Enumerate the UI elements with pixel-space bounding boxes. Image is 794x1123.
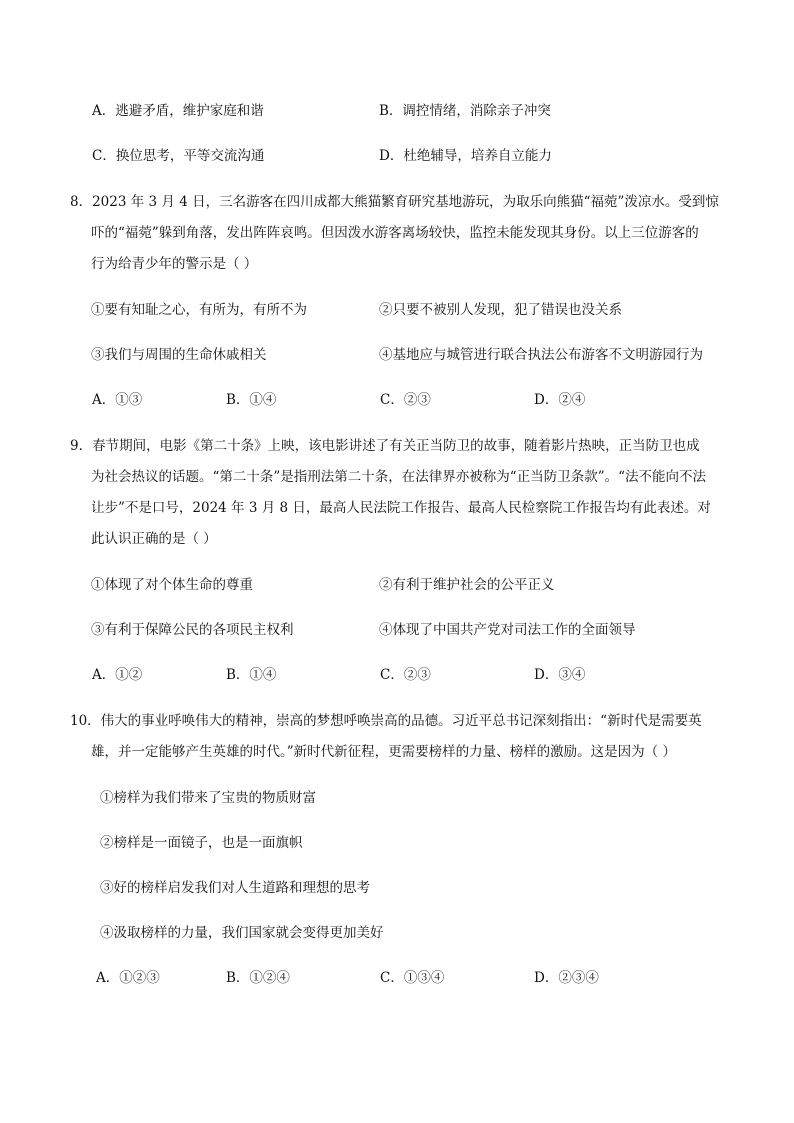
q9-option-d: D．③④: [534, 667, 586, 683]
q10-statement-4: ④汲取榜样的力量，我们国家就会变得更加美好: [100, 925, 384, 941]
q9-stem-text: 9．春节期间，电影《第二十条》上映，该电影讲述了有关正当防卫的故事，随着影片热映，正当防卫也成: [70, 438, 700, 454]
q10-stem-line-1: [0, 709, 794, 733]
q9-stem-line-2: [0, 465, 794, 489]
q10-statement-row-3: [0, 876, 794, 900]
q9-statements-row-1: [0, 573, 794, 597]
q10-stem-text: 雄，并一定能够产生英雄的时代。”新时代新征程，更需要榜样的力量、榜样的激励。这是因为（ ）: [91, 744, 676, 760]
q9-options-row: [0, 663, 794, 687]
q9-option-a: A．①②: [92, 667, 143, 683]
q9-statement-1: ①体现了对个体生命的尊重: [91, 577, 253, 593]
q8-statement-1: ①要有知耻之心，有所为，有所不为: [91, 302, 307, 318]
q8-option-b: B．①④: [226, 392, 277, 408]
q10-option-c: C．①③④: [380, 970, 445, 986]
q8-option-d: D．②④: [534, 392, 586, 408]
q7-option-b: B．调控情绪，消除亲子冲突: [379, 103, 551, 119]
q10-statement-1: ①榜样为我们带来了宝贵的物质财富: [100, 790, 316, 806]
q10-option-b: B．①②④: [226, 970, 290, 986]
q10-options-row: [0, 966, 794, 990]
q9-stem-text: 让步”不是口号，2024 年 3 月 8 日，最高人民法院工作报告、最高人民检察院工作报告均有此表述。对: [91, 500, 711, 516]
q9-stem-text: 为社会热议的话题。“第二十条”是指刑法第二十条，在法律界亦被称为“正当防卫条款”。“法不能向不法: [91, 469, 707, 485]
q9-stem-line-1: [0, 434, 794, 458]
q8-statements-row-2: [0, 343, 794, 367]
q9-stem-line-4: [0, 527, 794, 551]
q9-option-c: C．②③: [380, 667, 431, 683]
q7-option-c: C．换位思考，平等交流沟通: [92, 148, 265, 164]
q10-statement-row-4: [0, 921, 794, 945]
q8-stem-line-3: [0, 252, 794, 276]
q7-options-row-1: [0, 99, 794, 123]
q9-statements-row-2: [0, 618, 794, 642]
q8-stem-text: 吓的“福菀”躲到角落，发出阵阵哀鸣。但因泼水游客离场较快，监控未能发现其身份。以上三位游客的: [91, 225, 699, 241]
q10-stem-line-2: [0, 740, 794, 764]
q8-stem-line-2: [0, 221, 794, 245]
q8-statements-row-1: [0, 298, 794, 322]
q7-options-row-2: [0, 144, 794, 168]
q9-statement-4: ④体现了中国共产党对司法工作的全面领导: [379, 622, 636, 638]
q9-statement-2: ②有利于维护社会的公平正义: [379, 577, 555, 593]
q9-statement-3: ③有利于保障公民的各项民主权利: [91, 622, 294, 638]
q8-statement-3: ③我们与周围的生命休戚相关: [91, 347, 267, 363]
q10-option-a: A．①②③: [96, 970, 160, 986]
q10-statement-3: ③好的榜样启发我们对人生道路和理想的思考: [100, 880, 370, 896]
q8-options-row: [0, 388, 794, 412]
q9-option-b: B．①④: [226, 667, 277, 683]
q7-option-a: A．逃避矛盾，维护家庭和谐: [92, 103, 264, 119]
q8-stem-text: 8．2023 年 3 月 4 日，三名游客在四川成都大熊猫繁育研究基地游玩，为取乐向熊猫“福菀”泼凉水。受到惊: [70, 194, 719, 210]
q10-statement-row-1: [0, 786, 794, 810]
q10-stem-text: 10．伟大的事业呼唤伟大的精神，崇高的梦想呼唤崇高的品德。习近平总书记深刻指出：“新时代是需要英: [70, 713, 702, 729]
q8-option-a: A．①③: [92, 392, 143, 408]
q8-stem-text: 行为给青少年的警示是（ ）: [91, 256, 258, 272]
q9-stem-text: 此认识正确的是（ ）: [91, 531, 217, 547]
q10-statement-row-2: [0, 831, 794, 855]
q8-stem-line-1: [0, 190, 794, 214]
q8-statement-4: ④基地应与城管进行联合执法公布游客不文明游园行为: [379, 347, 703, 363]
q8-statement-2: ②只要不被别人发现，犯了错误也没关系: [379, 302, 622, 318]
q9-stem-line-3: [0, 496, 794, 520]
q10-option-d: D．②③④: [534, 970, 599, 986]
q7-option-d: D．杜绝辅导，培养自立能力: [379, 148, 552, 164]
q8-option-c: C．②③: [380, 392, 431, 408]
q10-statement-2: ②榜样是一面镜子，也是一面旗帜: [100, 835, 303, 851]
